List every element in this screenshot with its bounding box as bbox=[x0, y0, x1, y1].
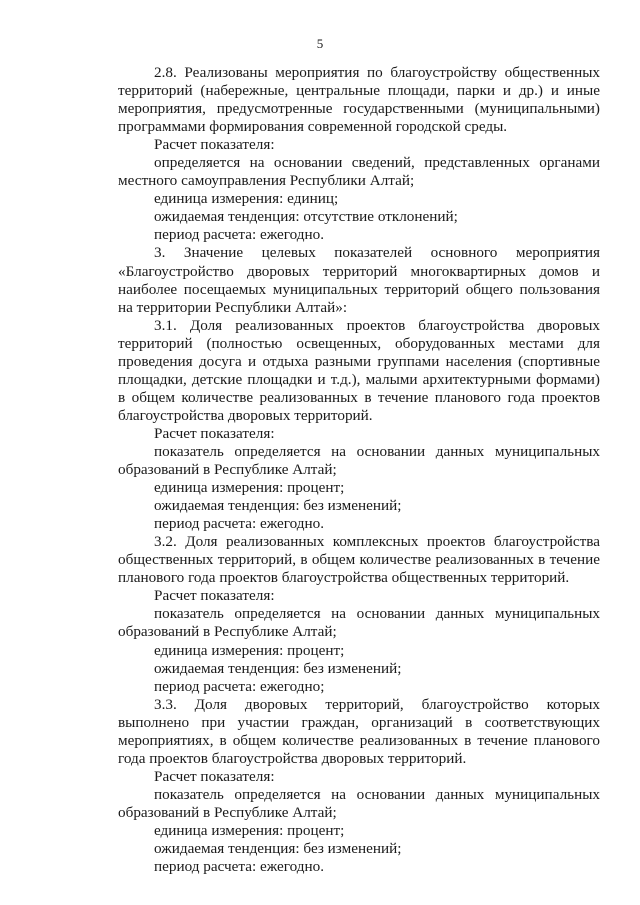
unit-of-measure: единица измерения: процент; bbox=[154, 479, 345, 497]
page-number: 5 bbox=[316, 36, 324, 51]
calc-basis: показатель определяется на основании данных муниципальных образований в Республике Алтай; bbox=[118, 442, 600, 479]
calc-basis: показатель определяется на основании данных муниципальных образований в Республике Алтай; bbox=[118, 605, 600, 641]
calc-heading: Расчет показателя: bbox=[154, 767, 275, 785]
expected-trend: ожидаемая тенденция: без изменений; bbox=[154, 659, 402, 677]
expected-trend: ожидаемая тенденция: без изменений; bbox=[154, 497, 402, 515]
calc-period: период расчета: ежегодно. bbox=[154, 515, 325, 533]
calc-period: период расчета: ежегодно. bbox=[154, 858, 325, 876]
calc-period: период расчета: ежегодно. bbox=[154, 226, 325, 244]
paragraph-3-1: 3.1. Доля реализованных проектов благоустройства дворовых территорий (полностью освещенных, оборудованных местами для проведения досуга и отдыха разными группами населения (спортивные площадки, детские площадки и т.д.), малыми архитектурными формами) в общем количестве реализованных в течение планового года проектов благоустройства дворовых территорий. bbox=[118, 316, 600, 424]
calc-basis: показатель определяется на основании данных муниципальных образований в Республике Алтай; bbox=[118, 785, 600, 821]
calc-heading: Расчет показателя: bbox=[154, 136, 275, 154]
unit-of-measure: единица измерения: единиц; bbox=[154, 190, 339, 208]
unit-of-measure: единица измерения: процент; bbox=[154, 641, 345, 659]
paragraph-2-8: 2.8. Реализованы мероприятия по благоустройству общественных территорий (набережные, центральные площади, парки и др.) и иные мероприятия, предусмотренные государственными (муниципальными) программами формирования современной городской среды. bbox=[118, 64, 600, 136]
calc-period: период расчета: ежегодно; bbox=[154, 677, 325, 695]
calc-basis: определяется на основании сведений, представленных органами местного самоуправления Республики Алтай; bbox=[118, 154, 600, 190]
calc-heading: Расчет показателя: bbox=[154, 587, 275, 605]
expected-trend: ожидаемая тенденция: отсутствие отклонений; bbox=[154, 208, 458, 226]
paragraph-3-2: 3.2. Доля реализованных комплексных проектов благоустройства общественных территорий, в общем количестве реализованных в течение планового года проектов благоустройства общественных территорий. bbox=[118, 533, 600, 587]
section-3-heading: 3. Значение целевых показателей основного мероприятия «Благоустройство дворовых территорий многоквартирных домов и наиболее посещаемых муниципальных территорий общего пользования на территории Республики Алтай»: bbox=[118, 244, 600, 316]
calc-heading: Расчет показателя: bbox=[154, 424, 275, 442]
unit-of-measure: единица измерения: процент; bbox=[154, 821, 345, 839]
expected-trend: ожидаемая тенденция: без изменений; bbox=[154, 840, 402, 858]
document-body bbox=[118, 64, 600, 876]
paragraph-3-3: 3.3. Доля дворовых территорий, благоустройство которых выполнено при участии граждан, организаций в соответствующих мероприятиях, в общем количестве реализованных в течение планового года проектов благоустройства дворовых территорий. bbox=[118, 695, 600, 767]
